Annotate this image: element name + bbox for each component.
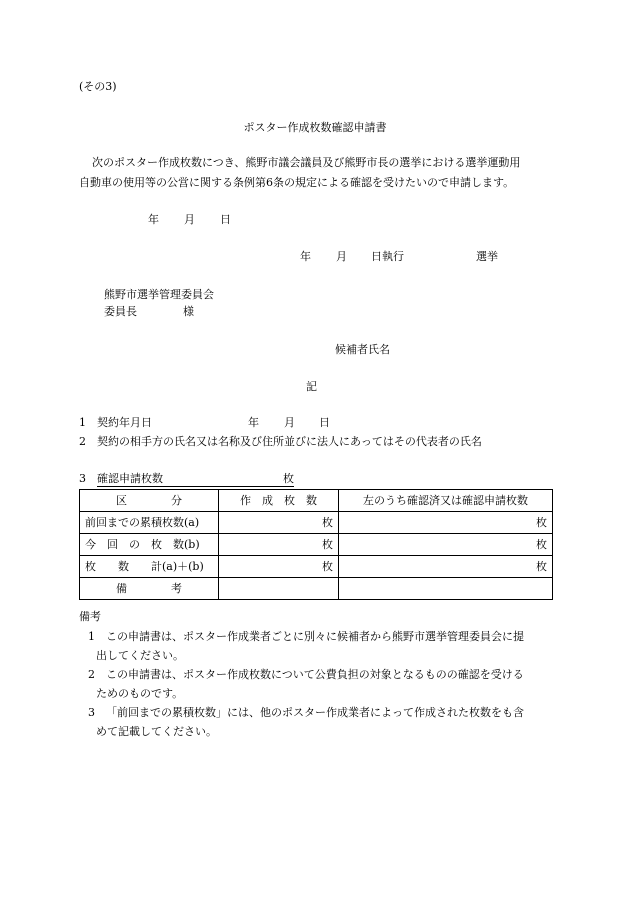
ki-heading: 記 xyxy=(306,380,317,393)
application-date xyxy=(0,213,630,227)
remark-text: この申請書は、ポスター作成業者ごとに別々に候補者から熊野市選挙管理委員会に提 xyxy=(106,630,524,643)
confirmed-count-cell[interactable]: 枚 xyxy=(339,534,553,556)
election-date xyxy=(0,250,630,264)
remarks-heading: 備考 xyxy=(79,610,101,623)
item1-month: 月 xyxy=(284,416,295,429)
remark-text: 「前回までの累積枚数」には、他のポスター作成業者によって作成された枚数をも含 xyxy=(106,706,524,719)
item1-day: 日 xyxy=(319,416,330,429)
row-label: 備 考 xyxy=(80,578,219,600)
item1-year: 年 xyxy=(248,416,259,429)
item1-date-fields xyxy=(0,416,630,430)
row-label: 枚 数 計(a)＋(b) xyxy=(80,556,219,578)
created-count-cell[interactable]: 枚 xyxy=(219,556,339,578)
confirmed-count-cell[interactable]: 枚 xyxy=(339,556,553,578)
election-day-exec: 日執行 xyxy=(371,250,404,263)
confirmed-count-cell[interactable]: 枚 xyxy=(339,512,553,534)
remark-continuation: ためのものです。 xyxy=(96,687,184,700)
date-month: 月 xyxy=(184,213,195,226)
table-row xyxy=(80,534,553,556)
remark-continuation: めて記載してください。 xyxy=(96,725,217,738)
document-title: ポスター作成枚数確認申請書 xyxy=(243,121,387,134)
remark-number: 1 xyxy=(88,630,95,643)
table-row xyxy=(80,512,553,534)
header-created: 作 成 枚 数 xyxy=(219,490,339,512)
addressee-committee: 熊野市選挙管理委員会 xyxy=(104,288,214,301)
row-label: 今 回 の 枚 数(b) xyxy=(80,534,219,556)
item3-label: 確認申請枚数 xyxy=(97,472,163,485)
form-number: (その3) xyxy=(79,80,117,93)
remarks-cell-extra[interactable] xyxy=(339,578,553,600)
remark-number: 2 xyxy=(88,668,95,681)
date-year: 年 xyxy=(148,213,159,226)
election-name: 選挙 xyxy=(476,250,498,263)
election-year: 年 xyxy=(300,250,311,263)
remarks-cell[interactable] xyxy=(219,578,339,600)
remark-continuation: 出してください。 xyxy=(96,649,184,662)
addressee-chair: 委員長 xyxy=(104,305,137,318)
election-month: 月 xyxy=(336,250,347,263)
table-header-row xyxy=(80,490,553,512)
honorific: 様 xyxy=(183,305,194,318)
body-text-line1: 次のポスター作成枚数につき、熊野市議会議員及び熊野市長の選挙における選挙運動用 xyxy=(92,156,521,169)
body-text-line2: 自動車の使用等の公営に関する条例第6条の規定による確認を受けたいので申請します。 xyxy=(79,176,515,189)
table-row xyxy=(80,578,553,600)
created-count-cell[interactable]: 枚 xyxy=(219,534,339,556)
remark-item xyxy=(88,627,558,665)
candidate-name-label: 候補者氏名 xyxy=(335,343,390,356)
created-count-cell[interactable]: 枚 xyxy=(219,512,339,534)
remark-text: この申請書は、ポスター作成枚数について公費負担の対象となるものの確認を受ける xyxy=(106,668,524,681)
header-confirmed: 左のうち確認済又は確認申請枚数 xyxy=(339,490,553,512)
poster-count-table xyxy=(79,489,553,600)
header-category: 区 分 xyxy=(80,490,219,512)
date-day: 日 xyxy=(220,213,231,226)
remark-item xyxy=(88,665,558,703)
item3-number: 3 xyxy=(79,472,86,485)
item2-contract-party: 2 契約の相手方の氏名又は名称及び住所並びに法人にあってはその代表者の氏名 xyxy=(79,435,482,448)
item3-unit: 枚 xyxy=(283,472,294,485)
row-label: 前回までの累積枚数(a) xyxy=(80,512,219,534)
table-row xyxy=(80,556,553,578)
remark-number: 3 xyxy=(88,706,95,719)
item3-underline xyxy=(97,486,294,487)
item1-contract-date: 1 契約年月日 xyxy=(79,416,152,429)
remark-item xyxy=(88,703,558,741)
